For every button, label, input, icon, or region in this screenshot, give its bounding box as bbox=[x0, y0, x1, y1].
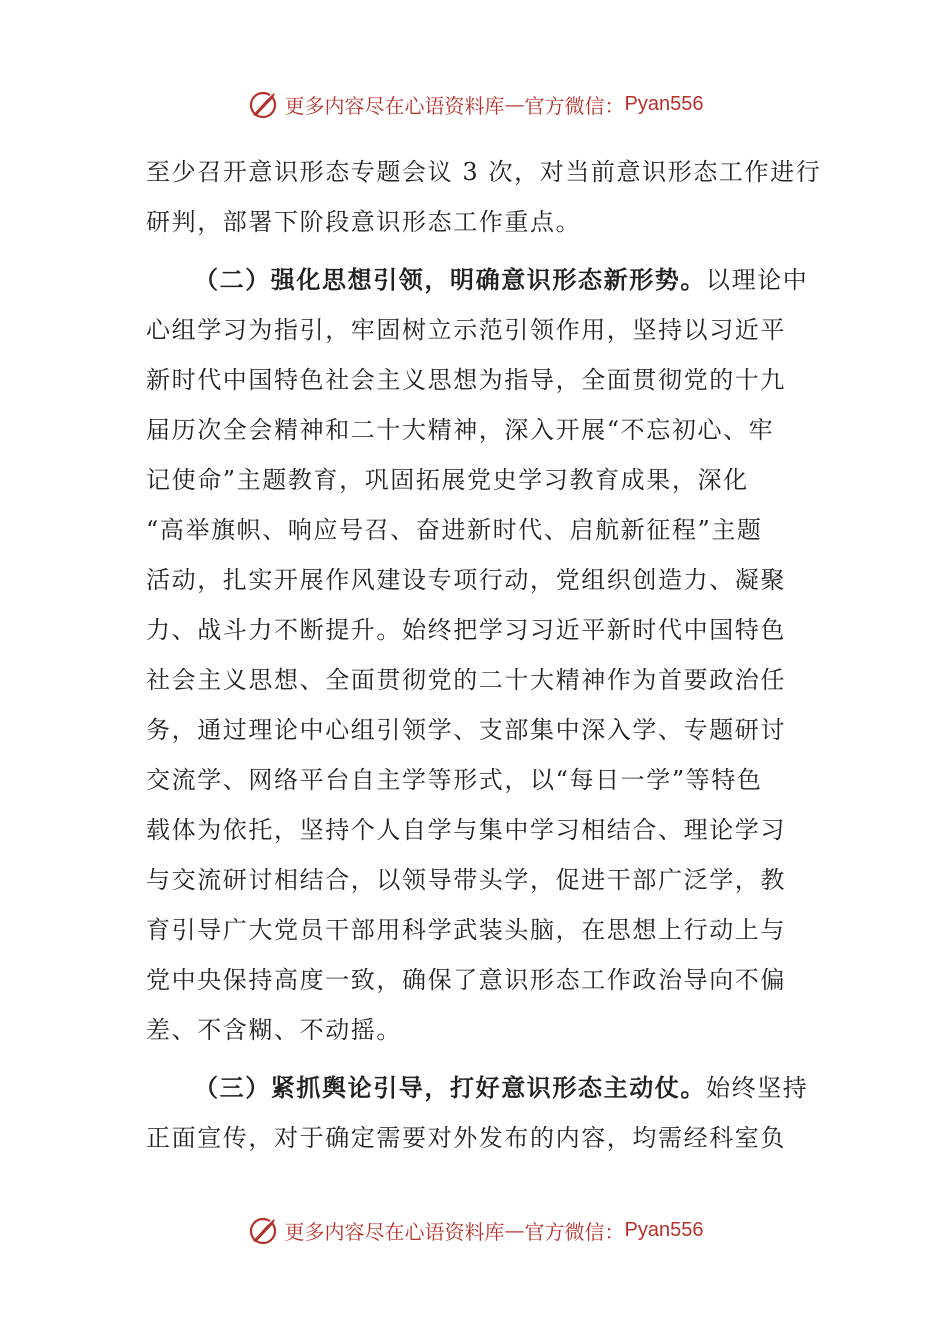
text-span: 始终坚持 bbox=[706, 1074, 809, 1102]
text-line: 交流学、网络平台自主学等形式，以“每日一学”等特色 bbox=[146, 766, 763, 794]
watermark-text: 更多内容尽在心语资料库 bbox=[284, 93, 505, 118]
text-line: 载体为依托，坚持个人自学与集中学习相结合、理论学习 bbox=[146, 816, 786, 844]
pen-logo-icon bbox=[247, 87, 281, 121]
pen-logo-icon bbox=[247, 1213, 281, 1247]
paragraph-first-line bbox=[146, 1063, 809, 1113]
text-line: 研判，部署下阶段意识形态工作重点。 bbox=[146, 208, 582, 236]
paragraph-3 bbox=[146, 1063, 809, 1163]
text-line: 活动，扎实开展作风建设专项行动，党组织创造力、凝聚 bbox=[146, 566, 786, 594]
paragraph-2 bbox=[146, 255, 809, 1055]
text-line: 与交流研讨相结合，以领导带头学，促进干部广泛学，教 bbox=[146, 866, 786, 894]
paragraph-1 bbox=[146, 147, 822, 247]
watermark-wechat-id: Pyan556 bbox=[624, 92, 704, 115]
section-heading: （二）强化思想引领，明确意识形态新形势。 bbox=[194, 265, 706, 294]
text-line: 至少召开意识形态专题会议 3 次，对当前意识形态工作进行 bbox=[146, 158, 822, 186]
watermark-dash: — bbox=[504, 1218, 525, 1242]
paragraph-first-line bbox=[146, 255, 809, 305]
text-line: 新时代中国特色社会主义思想为指导，全面贯彻党的十九 bbox=[146, 366, 786, 394]
document-body bbox=[146, 147, 822, 1163]
text-span: 以理论中 bbox=[706, 266, 809, 294]
text-line: 届历次全会精神和二十大精神，深入开展“不忘初心、牢 bbox=[146, 416, 775, 444]
footer-watermark bbox=[0, 1210, 950, 1250]
text-line: 党中央保持高度一致，确保了意识形态工作政治导向不偏 bbox=[146, 966, 786, 994]
watermark-text: 更多内容尽在心语资料库 bbox=[284, 1219, 505, 1244]
text-line: 差、不含糊、不动摇。 bbox=[146, 1016, 402, 1044]
watermark-wechat-label: 官方微信： bbox=[524, 1219, 625, 1244]
text-line: 正面宣传，对于确定需要对外发布的内容，均需经科室负 bbox=[146, 1124, 786, 1152]
text-line: 记使命”主题教育，巩固拓展党史学习教育成果，深化 bbox=[146, 466, 749, 494]
text-line: 育引导广大党员干部用科学武装头脑，在思想上行动上与 bbox=[146, 916, 786, 944]
header-watermark bbox=[0, 84, 950, 124]
text-line: 心组学习为指引，牢固树立示范引领作用，坚持以习近平 bbox=[146, 316, 786, 344]
section-heading: （三）紧抓舆论引导，打好意识形态主动仗。 bbox=[194, 1073, 706, 1102]
text-line: 务，通过理论中心组引领学、支部集中深入学、专题研讨 bbox=[146, 716, 786, 744]
watermark-wechat-id: Pyan556 bbox=[624, 1218, 704, 1241]
watermark-wechat-label: 官方微信： bbox=[524, 93, 625, 118]
watermark-dash: — bbox=[504, 92, 525, 116]
text-line: 力、战斗力不断提升。始终把学习习近平新时代中国特色 bbox=[146, 616, 786, 644]
text-line: 社会主义思想、全面贯彻党的二十大精神作为首要政治任 bbox=[146, 666, 786, 694]
text-line: “高举旗帜、响应号召、奋进新时代、启航新征程”主题 bbox=[146, 516, 763, 544]
